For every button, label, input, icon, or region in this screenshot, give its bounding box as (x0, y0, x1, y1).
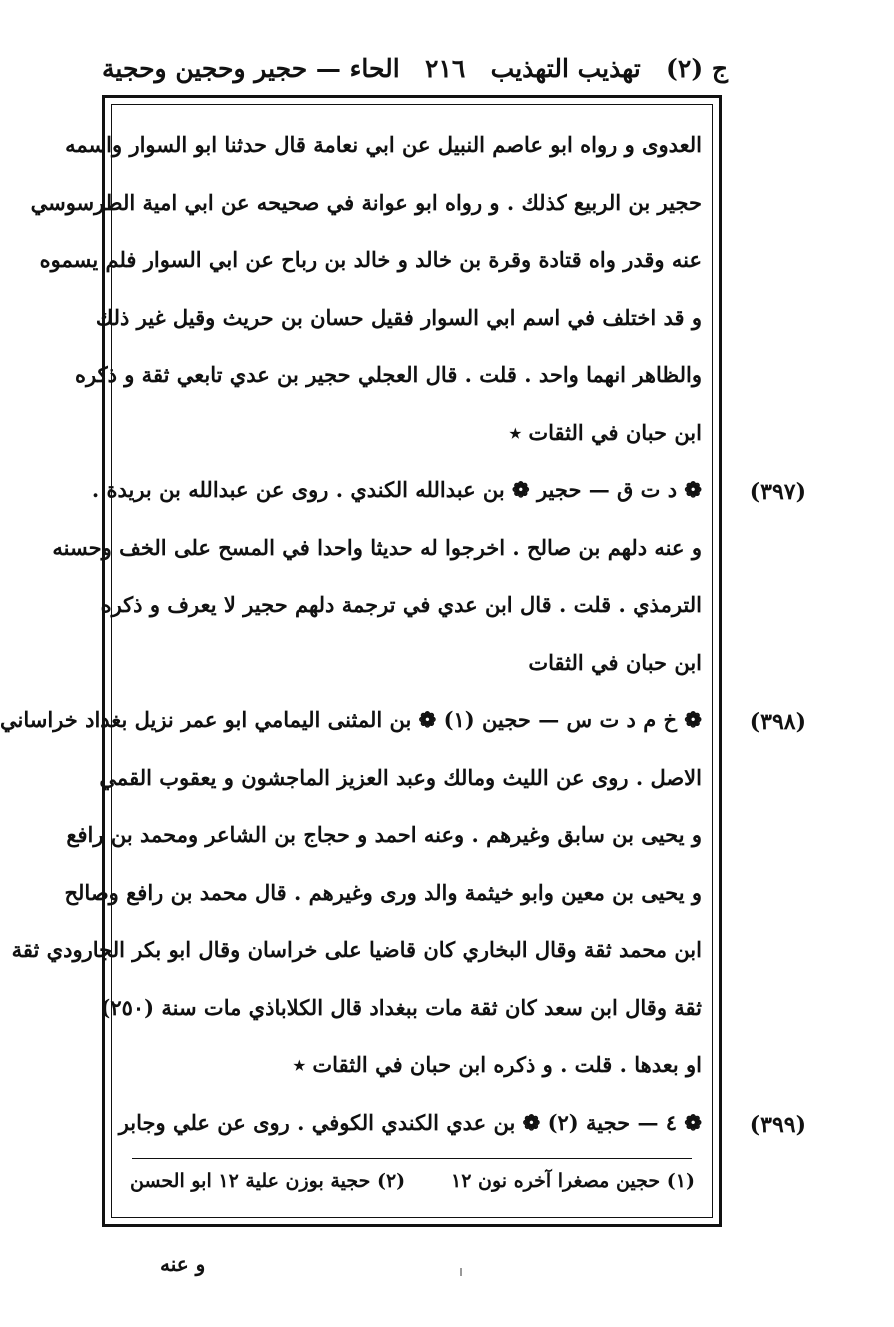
text-line: حجير بن الربيع كذلك . و رواه ابو عوانة في صحيحه عن ابي امية الطرسوسي (30, 189, 702, 215)
text-line: عنه وقدر واه قتادة وقرة بن خالد و خالد بن رباح عن ابي السوار فلم يسموه (39, 247, 702, 272)
text-line: و يحيى بن سابق وغيرهم . وعنه احمد و حجاج بن الشاعر ومحمد بن رافع (66, 822, 702, 847)
header-section: الحاء — حجير وحجين وحجية (102, 53, 400, 83)
entry-number-399: (٣٩٩) (749, 1112, 806, 1138)
footnote-divider (132, 1158, 692, 1159)
text-line: ابن محمد ثقة وقال البخاري كان قاضيا على خراسان وقال ابو بكر الجارودي ثقة (11, 937, 702, 962)
entry-number-397: (٣٩٧) (749, 479, 806, 505)
text-line: والظاهر انهما واحد . قلت . قال العجلي حجير بن عدي تابعي ثقة و ذكره (74, 362, 702, 387)
header-book-title: تهذيب التهذيب (490, 53, 641, 83)
text-line: العدوى و رواه ابو عاصم النبيل عن ابي نعامة قال حدثنا ابو السوار واسمه (65, 132, 702, 157)
text-line: و يحيى بن معين وابو خيثمة والد ورى وغيرهم . قال محمد بن رافع وصالح (64, 879, 702, 905)
text-line: و قد اختلف في اسم ابي السوار فقيل حسان بن حريث وقيل غير ذلك (95, 304, 702, 330)
header-page-number: ٢١٦ (425, 53, 466, 83)
text-line: ❁ خ م د ت س — حجين (١) ❁ بن المثنى اليمامي ابو عمر نزيل بغداد خراساني (0, 707, 702, 732)
text-line: ثقة وقال ابن سعد كان ثقة مات ببغداد قال الكلاباذي مات سنة (٢٥٠) (100, 994, 702, 1020)
main-text (0, 116, 706, 1151)
running-header (102, 44, 728, 92)
footnote-1: (١) حجين مصغرا آخره نون ١٢ (450, 1170, 695, 1192)
footnote-2: (٢) حجية بوزن علية ١٢ ابو الحسن (130, 1170, 406, 1192)
header-volume: ج (٢) (666, 53, 728, 83)
text-line: الاصل . روى عن الليث ومالك وعبد العزيز الماجشون و يعقوب القمي (99, 764, 702, 790)
text-line: ابن حبان في الثقات ٭ (509, 419, 702, 445)
text-line: او بعدها . قلت . و ذكره ابن حبان في الثقات ٭ (293, 1052, 702, 1077)
text-line: و عنه دلهم بن صالح . اخرجوا له حديثا واحدا في المسح على الخف وحسنه (52, 534, 702, 560)
text-line: ❁ ٤ — حجية (٢) ❁ بن عدي الكندي الكوفي . روى عن علي وجابر (118, 1109, 702, 1135)
entry-number-398: (٣٩٨) (749, 709, 806, 735)
text-line: الترمذي . قلت . قال ابن عدي في ترجمة دلهم حجير لا يعرف و ذكره (100, 592, 702, 617)
text-line: ابن حبان في الثقات (528, 649, 702, 675)
paper-speck (460, 1268, 462, 1276)
catchword: و عنه (160, 1252, 206, 1276)
footnotes (130, 1170, 695, 1192)
text-line: ❁ د ت ق — حجير ❁ بن عبدالله الكندي . روى عن عبدالله بن بريدة . (91, 477, 702, 502)
